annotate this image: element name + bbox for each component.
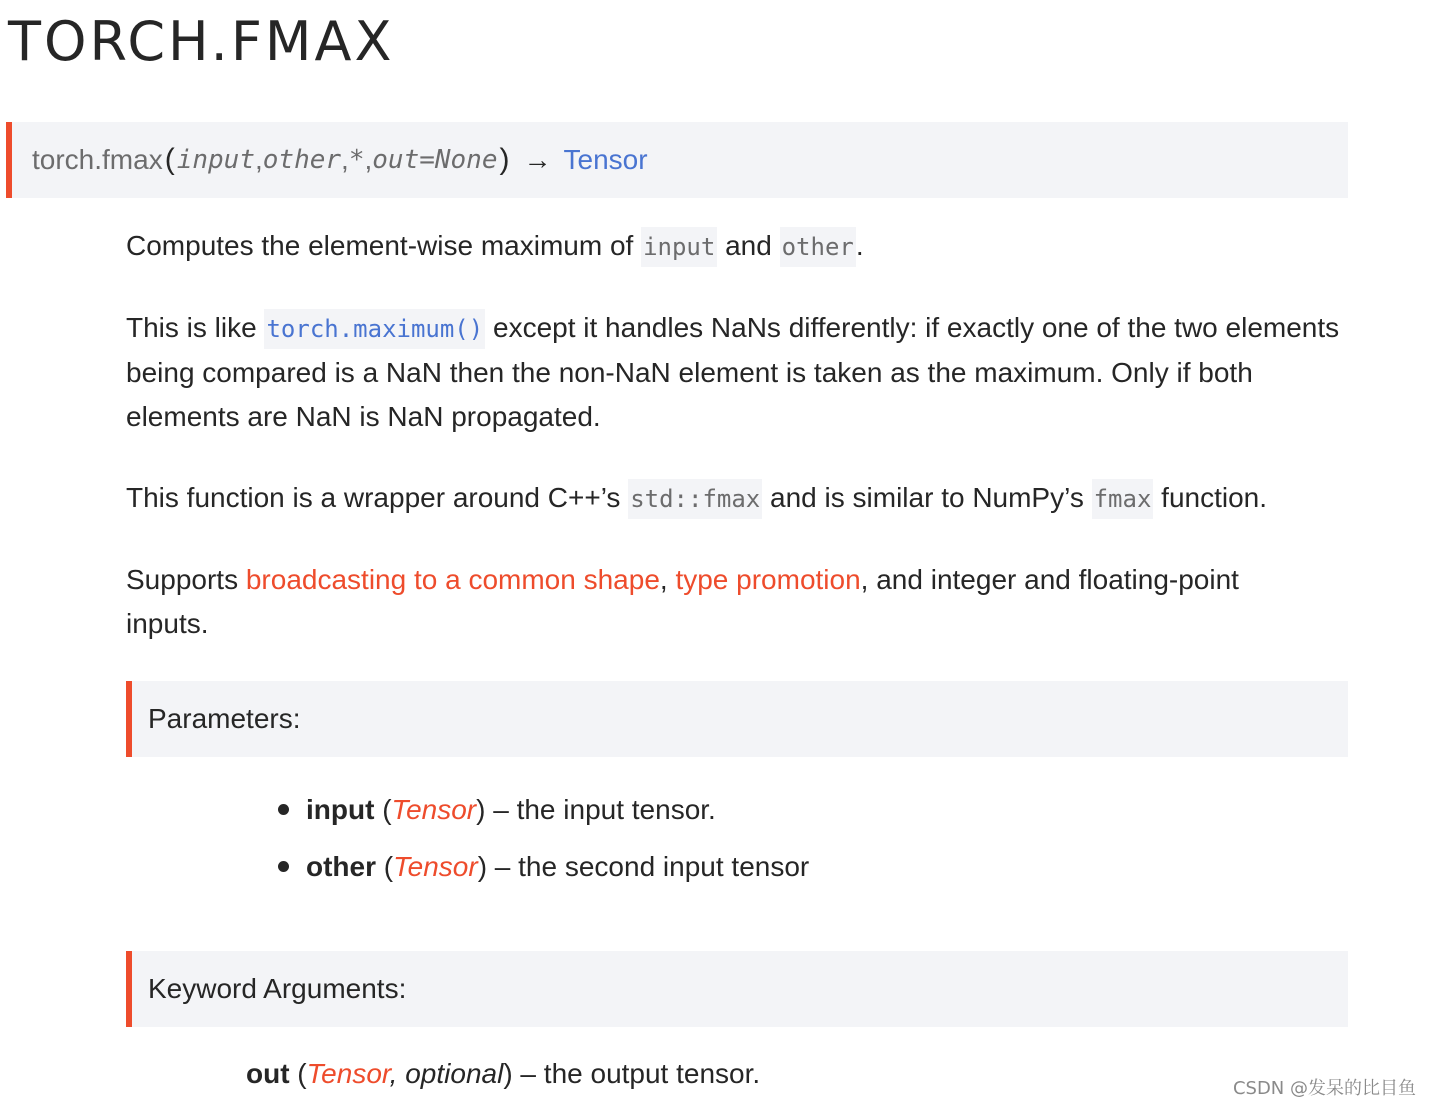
keyword-arguments-header: Keyword Arguments: xyxy=(126,951,1348,1027)
signature-arg-input: input xyxy=(176,145,255,175)
text: ( xyxy=(289,1058,307,1089)
text: . xyxy=(855,230,864,261)
kwarg-type-link[interactable]: Tensor xyxy=(306,1058,390,1089)
text: , and integer and floating-point inputs. xyxy=(126,564,1239,639)
bullet-icon xyxy=(278,804,289,815)
list-item xyxy=(276,784,809,841)
bullet-icon xyxy=(278,861,289,872)
signature-open-paren: ( xyxy=(164,143,175,176)
description-paragraph xyxy=(126,224,864,269)
signature-separator: , xyxy=(341,144,349,175)
signature-arg-other: other xyxy=(262,145,342,175)
page-title: TORCH.FMAX xyxy=(8,10,395,73)
signature-separator: , xyxy=(254,144,263,175)
signature-name: torch.fmax xyxy=(32,144,163,175)
parameters-list xyxy=(276,784,809,898)
signature-arg-out: out=None xyxy=(372,145,498,175)
return-type-link[interactable]: Tensor xyxy=(563,144,648,175)
param-description: – the second input tensor xyxy=(487,851,810,882)
inline-code: other xyxy=(780,227,856,267)
kwarg-optional: optional xyxy=(405,1058,504,1089)
text: ( xyxy=(376,851,394,882)
torch-maximum-link[interactable]: torch.maximum() xyxy=(264,309,485,349)
param-name: other xyxy=(306,851,376,882)
param-name: input xyxy=(306,794,375,825)
text: Supports xyxy=(126,564,246,595)
inline-code: fmax xyxy=(1092,479,1154,519)
inline-code: input xyxy=(641,227,717,267)
description-paragraph xyxy=(126,306,1341,439)
text: ) xyxy=(477,851,488,882)
text: Computes the element-wise maximum of xyxy=(126,230,642,261)
kwarg-name: out xyxy=(246,1058,290,1089)
param-type-link[interactable]: Tensor xyxy=(391,794,477,825)
signature-arrow: → xyxy=(523,144,552,175)
type-promotion-link[interactable]: type promotion xyxy=(675,564,861,595)
text: and is similar to NumPy’s xyxy=(762,482,1092,513)
text: ) xyxy=(503,1058,513,1089)
param-type-link[interactable]: Tensor xyxy=(393,851,478,882)
text: , xyxy=(659,564,676,595)
function-signature xyxy=(6,122,1348,198)
inline-code: std::fmax xyxy=(628,479,762,519)
signature-separator: , xyxy=(364,144,373,175)
text: except it handles NaNs differently: if exactly one of the two elements being compared is a NaN then the non-NaN element is taken as the maximum. Only if both elements are NaN is NaN propagated. xyxy=(126,312,1340,432)
description-paragraph xyxy=(126,476,1267,521)
text: and xyxy=(717,230,780,261)
text: ) xyxy=(476,794,486,825)
text: function. xyxy=(1153,482,1268,513)
keyword-argument-item xyxy=(246,1052,760,1096)
signature-arg-star: * xyxy=(348,145,365,175)
text: , xyxy=(389,1058,406,1089)
param-description: – the input tensor. xyxy=(485,794,716,825)
watermark: CSDN @发呆的比目鱼 xyxy=(1232,1078,1416,1099)
text: ( xyxy=(374,794,392,825)
text: This function is a wrapper around C++’s xyxy=(126,482,629,513)
kwarg-description: – the output tensor. xyxy=(512,1058,761,1089)
list-item xyxy=(276,841,809,898)
text: This is like xyxy=(126,312,265,343)
parameters-header: Parameters: xyxy=(126,681,1348,757)
description-paragraph xyxy=(126,558,1326,646)
broadcasting-link[interactable]: broadcasting to a common shape xyxy=(245,564,660,595)
signature-close-paren: ) xyxy=(499,143,510,176)
